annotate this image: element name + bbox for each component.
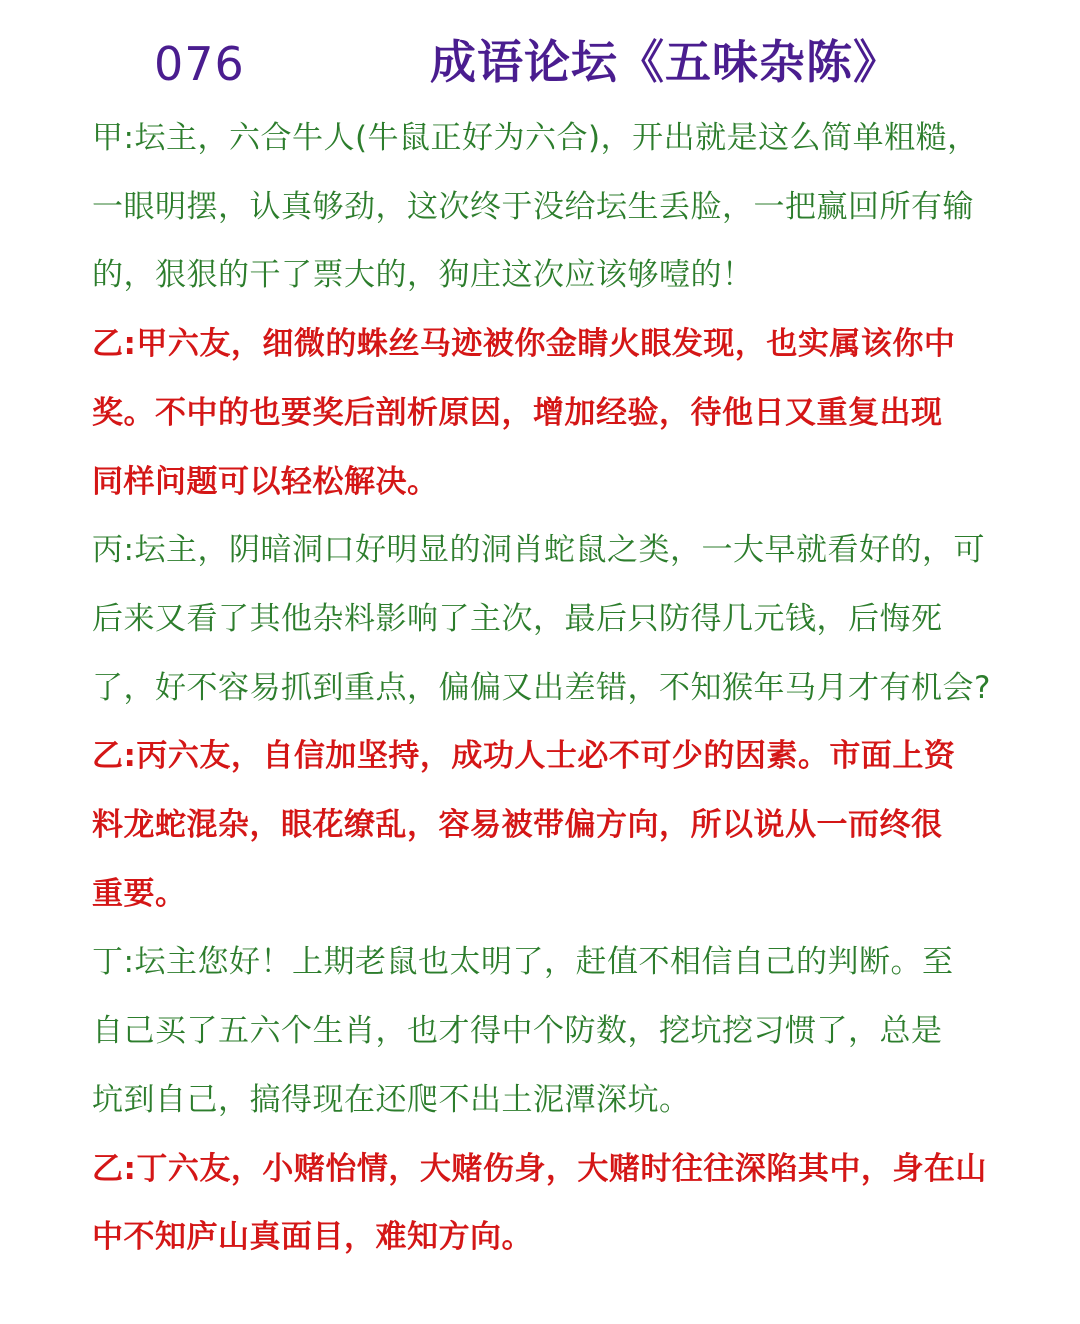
issue-number: 076 — [154, 37, 245, 91]
answer-paragraph-to-bing: 乙:丙六友，自信加坚持，成功人士必不可少的因素。市面上资料龙蛇混杂，眼花缭乱，容易被带偏方向，所以说从一而终很重要。 — [92, 738, 956, 912]
question-paragraph-jia: 甲:坛主，六合牛人(牛鼠正好为六合)，开出就是这么简单粗糙，一眼明摆，认真够劲，这次终于没给坛生丢脸，一把赢回所有输的，狠狠的干了票大的，狗庄这次应该够噎的！ — [92, 120, 979, 294]
question-paragraph-ding: 丁:坛主您好！上期老鼠也太明了，赶值不相信自己的判断。至自己买了五六个生肖，也才得中个防数，挖坑挖习惯了，总是坑到自己，搞得现在还爬不出土泥潭深坑。 — [92, 944, 954, 1118]
answer-paragraph-to-jia: 乙:甲六友，细微的蛛丝马迹被你金睛火眼发现，也实属该你中奖。不中的也要奖后剖析原因，增加经验，待他日又重复出现同样问题可以轻松解决。 — [92, 326, 956, 500]
answer-paragraph-to-ding: 乙:丁六友，小赌怡情，大赌伤身，大赌时往往深陷其中，身在山中不知庐山真面目，难知方向。 — [92, 1150, 987, 1256]
forum-dialogue — [92, 104, 992, 1272]
page-header — [0, 30, 1080, 100]
page-title: 成语论坛《五味杂陈》 — [430, 35, 900, 89]
question-paragraph-bing: 丙:坛主，阴暗洞口好明显的洞肖蛇鼠之类，一大早就看好的，可后来又看了其他杂料影响了主次，最后只防得几元钱，后悔死了，好不容易抓到重点，偏偏又出差错，不知猴年马月才有机会? — [92, 532, 991, 706]
